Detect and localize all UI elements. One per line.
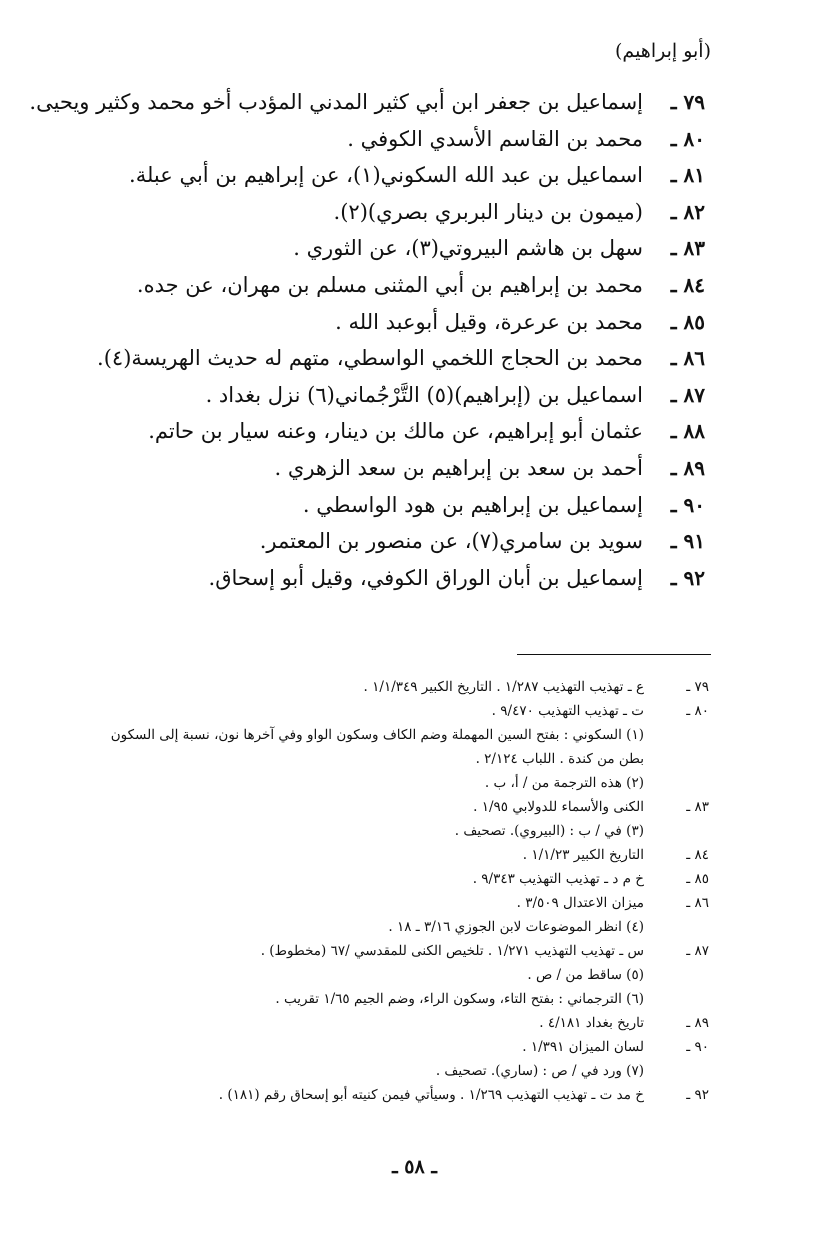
footnote (0, 1035, 829, 1059)
entry-text: اسماعيل بن (إبراهيم)(٥) التَّرْجُماني(٦) نزل بغداد . (205, 382, 643, 407)
footnote (0, 843, 829, 867)
footnote-text: ع ـ تهذيب التهذيب ١/٢٨٧ . التاريخ الكبير ١/١/٣٤٩ . (363, 679, 644, 695)
entry-80 (0, 121, 829, 158)
entry-text: أحمد بن سعد بن إبراهيم بن سعد الزهري . (274, 455, 643, 480)
footnote-ref: ٨٩ ـ (686, 1015, 709, 1031)
footnote-text: (٤) انظر الموضوعات لابن الجوزي ٣/١٦ ـ ١٨ . (388, 919, 644, 935)
footnote-text: ميزان الاعتدال ٣/٥٠٩ . (516, 895, 644, 911)
entry-81 (0, 157, 829, 194)
entry-86 (0, 340, 829, 377)
entry-92 (0, 560, 829, 597)
entry-text: إسماعيل بن أبان الوراق الكوفي، وقيل أبو إسحاق. (208, 565, 643, 590)
footnote-text: (٣) في / ب : (البيروي). تصحيف . (454, 823, 644, 839)
footnote (0, 891, 829, 915)
entry-text: سهل بن هاشم البيروتي(٣)، عن الثوري . (293, 236, 643, 261)
footnote (0, 915, 829, 939)
entry-number: ٨٧ ـ (670, 382, 705, 407)
footnote-text: (٦) الترجماني : بفتح التاء، وسكون الراء، وضم الجيم ١/٦٥ تقريب . (275, 991, 644, 1007)
footnote-text: (١) السكوني : بفتح السين المهملة وضم الكاف وسكون الواو وفي آخرها نون، نسبة إلى السكون بطن من كندة . اللباب ٢/١٢٤ . (110, 727, 644, 767)
entry-number: ٧٩ ـ (670, 90, 705, 114)
entry-number: ٨٥ ـ (670, 309, 705, 334)
entry-number: ٩٠ ـ (670, 492, 705, 517)
entry-text: عثمان أبو إبراهيم، عن مالك بن دينار، وعنه سيار بن حاتم. (148, 419, 643, 444)
entry-89 (0, 450, 829, 487)
footnote-text: (٥) ساقط من / ص . (527, 967, 644, 983)
footnote-ref: ٨٧ ـ (686, 943, 709, 959)
footnote-text: التاريخ الكبير ١/١/٢٣ . (522, 847, 644, 863)
entry-88 (0, 413, 829, 450)
entry-text: إسماعيل بن إبراهيم بن هود الواسطي . (302, 492, 643, 517)
footnote-ref: ٨٣ ـ (686, 799, 709, 815)
footnote (0, 1059, 829, 1083)
entry-number: ٩١ ـ (670, 529, 705, 554)
footnote-ref: ٨٥ ـ (686, 871, 709, 887)
entry-text: اسماعيل بن عبد الله السكوني(١)، عن إبراهيم بن أبي عبلة. (129, 163, 643, 188)
footnote-text: ت ـ تهذيب التهذيب ٩/٤٧٠ . (491, 703, 644, 719)
footnote-ref: ٧٩ ـ (686, 679, 709, 695)
footnote (0, 699, 829, 723)
entry-text: محمد بن الحجاج اللخمي الواسطي، متهم له حديث الهريسة(٤). (97, 346, 643, 371)
entry-number: ٨١ ـ (670, 163, 705, 188)
footnote (0, 795, 829, 819)
entry-number: ٨٠ ـ (670, 126, 705, 151)
footnote-text: (٧) ورد في / ص : (ساري). تصحيف . (435, 1063, 644, 1079)
entry-text: محمد بن إبراهيم بن أبي المثنى مسلم بن مهران، عن جده. (136, 272, 643, 297)
entry-85 (0, 304, 829, 341)
footnote-text: تاريخ بغداد ٤/١٨١ . (539, 1015, 644, 1031)
entry-87 (0, 377, 829, 414)
footnote-ref: ٨٦ ـ (686, 895, 709, 911)
entry-number: ٩٢ ـ (670, 565, 705, 590)
footnote-text: خ م د ـ تهذيب التهذيب ٩/٣٤٣ . (472, 871, 644, 887)
footnote (0, 771, 829, 795)
footnote (0, 963, 829, 987)
footnote-ref: ٨٠ ـ (686, 703, 709, 719)
footnote (0, 867, 829, 891)
entry-number: ٨٣ ـ (670, 236, 705, 261)
footnote-text: خ مد ت ـ تهذيب التهذيب ١/٢٦٩ . وسيأتي فيمن كنيته أبو إسحاق رقم (١٨١) . (218, 1087, 644, 1103)
entry-text: محمد بن القاسم الأسدي الكوفي . (347, 126, 643, 151)
footnote (0, 939, 829, 963)
entry-90 (0, 487, 829, 524)
footnote (0, 723, 829, 771)
footnote-ref: ٩٠ ـ (686, 1039, 709, 1055)
footnote-ref: ٨٤ ـ (686, 847, 709, 863)
footnote-ref: ٩٢ ـ (686, 1087, 709, 1103)
footnote (0, 819, 829, 843)
running-header: (أبو إبراهيم) (615, 40, 711, 62)
footnote (0, 1011, 829, 1035)
entry-text: (ميمون بن دينار البربري بصري)(٢). (333, 199, 643, 224)
page-number: ـ ٥٨ ـ (392, 1156, 437, 1178)
entry-text: إسماعيل بن جعفر ابن أبي كثير المدني المؤدب أخو محمد وكثير ويحيى. (29, 90, 643, 114)
entry-number: ٨٤ ـ (670, 272, 705, 297)
footnote-text: س ـ تهذيب التهذيب ١/٢٧١ . تلخيص الكنى للمقدسي /٦٧ (مخطوط) . (260, 943, 644, 959)
footnote-text: لسان الميزان ١/٣٩١ . (522, 1039, 644, 1055)
entry-91 (0, 523, 829, 560)
entries-list (0, 84, 829, 596)
entry-number: ٨٦ ـ (670, 346, 705, 371)
entry-text: سويد بن سامري(٧)، عن منصور بن المعتمر. (259, 529, 643, 554)
footnote-divider (517, 654, 711, 655)
entry-number: ٨٨ ـ (670, 419, 705, 444)
footnote (0, 1083, 829, 1107)
footnote-text: (٢) هذه الترجمة من / أ، ب . (484, 775, 644, 791)
entry-82 (0, 194, 829, 231)
entry-number: ٨٩ ـ (670, 455, 705, 480)
entry-83 (0, 230, 829, 267)
footnote-text: الكنى والأسماء للدولابي ١/٩٥ . (473, 799, 644, 815)
entry-79 (0, 84, 829, 121)
entry-number: ٨٢ ـ (670, 199, 705, 224)
footnote (0, 987, 829, 1011)
entry-text: محمد بن عرعرة، وقيل أبوعبد الله . (335, 309, 643, 334)
footnote (0, 675, 829, 699)
footnotes-list (0, 675, 829, 1107)
entry-84 (0, 267, 829, 304)
